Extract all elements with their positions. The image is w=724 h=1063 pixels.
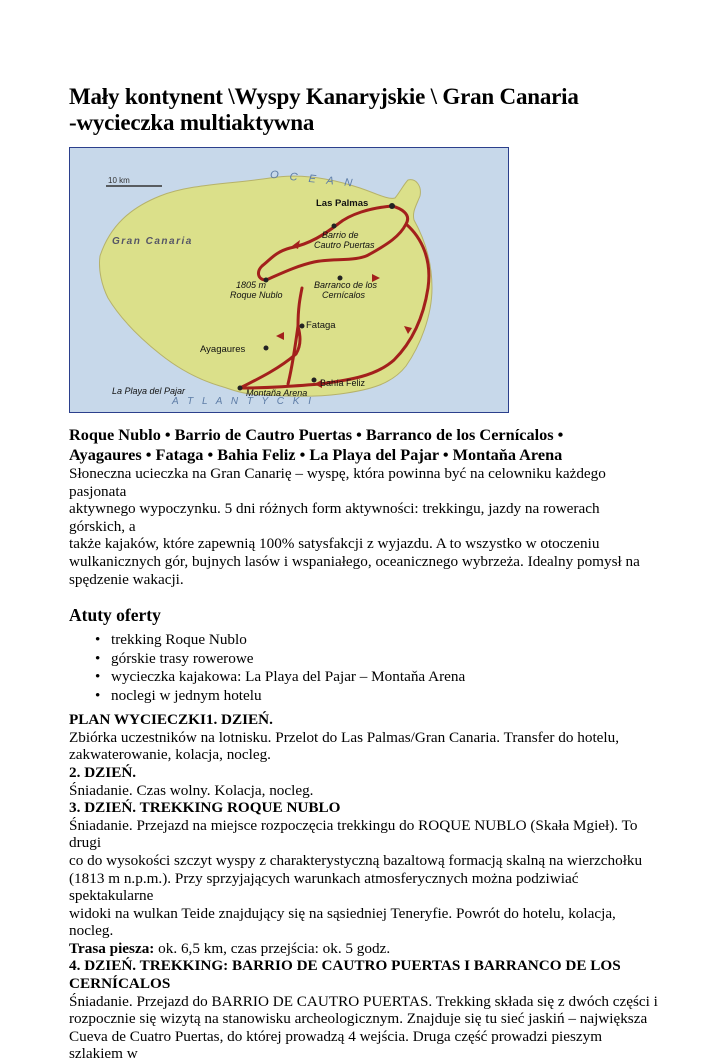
scale-label: 10 km — [108, 176, 130, 185]
list-item: • górskie trasy rowerowe — [111, 650, 659, 669]
plan-text: Śniadanie. Przejazd na miejsce rozpoczęcia trekkingu do ROQUE NUBLO (Skała Mgieł). To drugi — [69, 816, 638, 852]
places-line-2: Ayagaures • Fataga • Bahia Feliz • La Playa del Pajar • Montaňa Arena — [69, 445, 563, 464]
plan-text: Zbiórka uczestników na lotnisku. Przelot do Las Palmas/Gran Canaria. Transfer do hotelu, — [69, 728, 620, 746]
plan-text: widoki na wulkan Teide znajdujący się na sąsiedniej Teneryfie. Powrót do hotelu, kolacja, nocleg. — [69, 904, 616, 940]
label-roque-1: 1805 m — [236, 280, 267, 290]
gran-canaria-map — [69, 147, 509, 413]
intro-line: wulkanicznych gór, bujnych lasów i wspaniałego, oceanicznego wybrzeża. Idealny pomysł na — [69, 552, 640, 570]
title-line-1: Mały kontynent \Wyspy Kanaryjskie \ Gran Canaria — [69, 84, 579, 109]
intro-line: także kajaków, które zapewnią 100% satysfakcji z wyjazdu. A to wszystko w otoczeniu — [69, 535, 600, 553]
ocean-label-bottom: A T L A N T Y C K I — [172, 396, 315, 407]
plan-day4-heading-cont: CERNÍCALOS — [69, 975, 171, 993]
atuty-heading: Atuty oferty — [69, 605, 161, 626]
trasa-text: ok. 6,5 km, czas przejścia: ok. 5 godz. — [154, 939, 391, 957]
plan-day1-heading: PLAN WYCIECZKI1. DZIEŃ. — [69, 711, 273, 729]
plan-text: (1813 m n.p.m.). Przy sprzyjających warunkach atmosferycznych można podziwiać spektakularne — [69, 869, 579, 905]
map-graphic — [70, 148, 508, 412]
places-line-1: Roque Nublo • Barrio de Cautro Puertas • Barranco de los Cernícalos • — [69, 425, 564, 444]
trip-plan — [69, 711, 659, 1063]
intro-line: Słoneczna ucieczka na Gran Canarię – wyspę, która powinna być na celowniku każdego pasjonata — [69, 465, 606, 500]
label-ayagaures: Ayagaures — [200, 344, 246, 355]
title-line-2: -wycieczka multiaktywna — [69, 110, 315, 135]
plan-day4-heading: 4. DZIEŃ. TREKKING: BARRIO DE CAUTRO PUERTAS I BARRANCO DE LOS — [69, 957, 621, 975]
label-barranco-1: Barranco de los — [314, 280, 378, 290]
plan-day2-heading: 2. DZIEŃ. — [69, 763, 137, 781]
intro-line: aktywnego wypoczynku. 5 dni różnych form aktywności: trekkingu, jazdy na rowerach górskich, a — [69, 500, 600, 535]
label-barrio-2: Cautro Puertas — [314, 240, 375, 250]
intro-paragraph — [69, 465, 659, 588]
island-label: Gran Canaria — [112, 236, 193, 247]
list-item: • trekking Roque Nublo — [111, 631, 659, 650]
list-item: • noclegi w jednym hotelu — [111, 687, 659, 706]
label-playa-del-pajar: La Playa del Pajar — [112, 386, 186, 396]
places-heading — [69, 425, 659, 465]
plan-text: Cueva de Cuatro Puertas, do której prowadzą 4 wejścia. Druga część prowadzi pieszym szlakiem w — [69, 1027, 603, 1063]
atuty-list — [69, 631, 659, 705]
label-barranco-2: Cernícalos — [322, 290, 366, 300]
list-item: • wycieczka kajakowa: La Playa del Pajar – Montaňa Arena — [111, 668, 659, 687]
ocean-label-top: O C E A N — [269, 168, 357, 190]
page-title — [69, 84, 659, 136]
label-las-palmas: Las Palmas — [316, 198, 369, 209]
plan-day3-heading: 3. DZIEŃ. TREKKING ROQUE NUBLO — [69, 799, 341, 817]
plan-text: Śniadanie. Czas wolny. Kolacja, nocleg. — [69, 781, 314, 799]
label-montana-arena: Montaña Arena — [246, 388, 308, 398]
trasa-label: Trasa piesza: — [69, 939, 155, 957]
plan-text: co do wysokości szczyt wyspy z charakterystyczną bazaltową formacją skalną na wierzchołku — [69, 851, 643, 869]
document-page — [69, 84, 659, 1063]
plan-trasa — [69, 940, 659, 958]
plan-text: rozpocznie się wizytą na stanowisku archeologicznym. Znajduje się tu sieć jaskiń – największa — [69, 1010, 648, 1028]
label-bahia-feliz: Bahía Feliz — [320, 378, 366, 388]
label-roque-2: Roque Nublo — [230, 290, 283, 300]
label-fataga: Fataga — [306, 320, 336, 331]
plan-text: zakwaterowanie, kolacja, nocleg. — [69, 746, 271, 764]
label-barrio-1: Barrio de — [322, 230, 359, 240]
intro-line: spędzenie wakacji. — [69, 570, 184, 588]
plan-text: Śniadanie. Przejazd do BARRIO DE CAUTRO PUERTAS. Trekking składa się z dwóch części i — [69, 992, 658, 1010]
